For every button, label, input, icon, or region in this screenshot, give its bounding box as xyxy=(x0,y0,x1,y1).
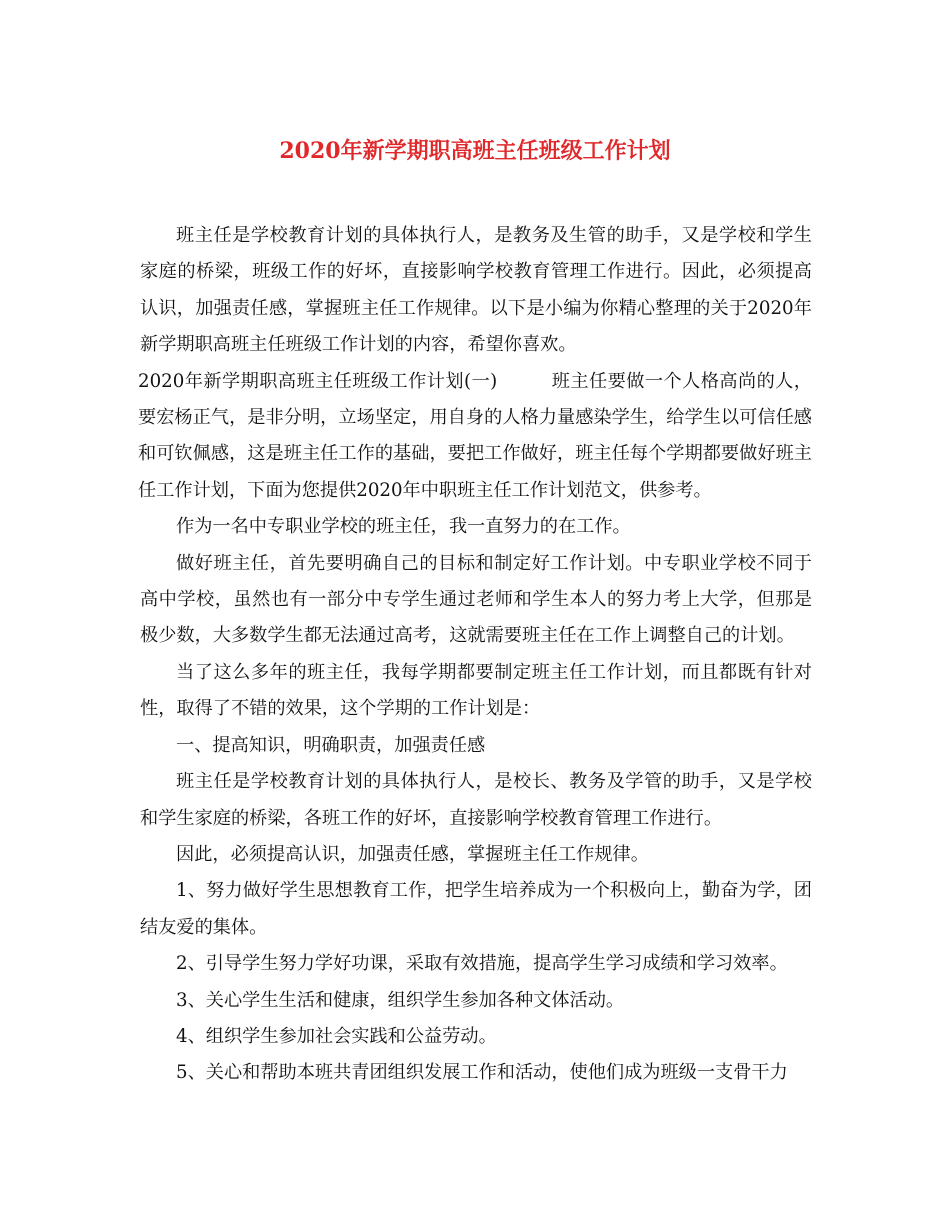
body-paragraph: 作为一名中专职业学校的班主任，我一直努力的在工作。 xyxy=(176,516,631,538)
section-intro: 班主任要做一个人格高尚的人，要宏杨正气，是非分明，立场坚定，用自身的人格力量感染学生，给学生以可信任感和可钦佩感，这是班主任工作的基础，要把工作做好，班主任每个学期都要做好班主任工作计划，下面为您提供2020年中职班主任工作计划范文，供参考。 xyxy=(138,370,812,501)
section-paragraph xyxy=(138,364,812,510)
body-paragraph: 因此，必须提高认识，加强责任感，掌握班主任工作规律。 xyxy=(176,843,649,865)
subsection-heading: 一、提高知识，明确职责，加强责任感 xyxy=(176,734,486,756)
list-item: 4、组织学生参加社会实践和公益劳动。 xyxy=(176,1025,497,1047)
section-heading: 2020年新学期职高班主任班级工作计划(一) xyxy=(138,370,498,392)
body-paragraph: 当了这么多年的班主任，我每学期都要制定班主任工作计划，而且都既有针对性，取得了不错的效果，这个学期的工作计划是： xyxy=(140,661,812,720)
list-item: 3、关心学生生活和健康，组织学生参加各种文体活动。 xyxy=(176,989,625,1011)
list-item: 5、关心和帮助本班共青团组织发展工作和活动，使他们成为班级一支骨干力 xyxy=(176,1062,788,1084)
document-body xyxy=(140,218,812,1092)
list-item: 2、引导学生努力学好功课，采取有效措施，提高学生学习成绩和学习效率。 xyxy=(176,953,788,975)
document-title: 2020年新学期职高班主任班级工作计划 xyxy=(279,138,671,164)
list-item: 1、努力做好学生思想教育工作，把学生培养成为一个积极向上，勤奋为学，团结友爱的集体。 xyxy=(140,880,812,938)
intro-paragraph: 班主任是学校教育计划的具体执行人，是教务及生管的助手，又是学校和学生家庭的桥梁，班级工作的好坏，直接影响学校教育管理工作进行。因此，必须提高认识，加强责任感，掌握班主任工作规律。以下是小编为你精心整理的关于2020年新学期职高班主任班级工作计划的内容，希望你喜欢。 xyxy=(140,225,812,356)
body-paragraph: 做好班主任，首先要明确自己的目标和制定好工作计划。中专职业学校不同于高中学校，虽然也有一部分中专学生通过老师和学生本人的努力考上大学，但那是极少数，大多数学生都无法通过高考，这就需要班主任在工作上调整自己的计划。 xyxy=(140,552,812,647)
body-paragraph: 班主任是学校教育计划的具体执行人，是校长、教务及学管的助手，又是学校和学生家庭的桥梁，各班工作的好坏，直接影响学校教育管理工作进行。 xyxy=(140,771,812,829)
